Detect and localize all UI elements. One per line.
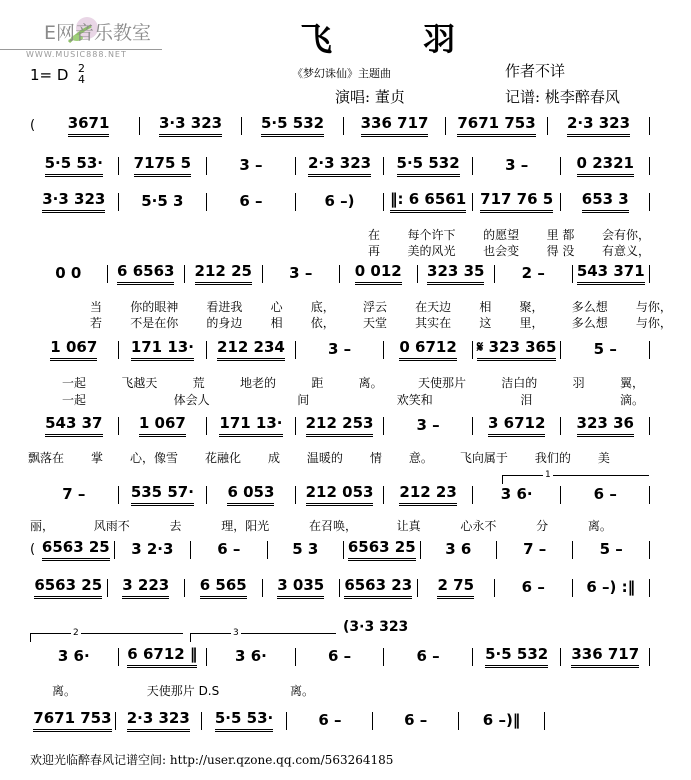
measure-notes: 0 012 xyxy=(355,262,402,285)
bar-line xyxy=(649,341,650,359)
measure-notes: 3 – xyxy=(505,155,529,174)
lyric-segment: 一起 xyxy=(62,393,87,407)
measure xyxy=(561,485,649,505)
measure-notes: 6 – xyxy=(593,484,617,503)
measure-notes: 3·3 323 xyxy=(159,114,222,137)
measure-notes: 3 – xyxy=(239,155,263,174)
measure xyxy=(548,114,649,137)
measure-notes: 3 6 xyxy=(445,539,472,558)
measure-notes: 3 035 xyxy=(277,576,324,599)
measure xyxy=(30,485,118,505)
measure-notes: 6 – xyxy=(416,646,440,665)
notation-row xyxy=(30,483,650,506)
measure-notes: 3 – xyxy=(416,415,440,434)
measure xyxy=(446,114,547,137)
measure-notes: 6 565 xyxy=(200,576,247,599)
bar-line xyxy=(544,712,545,730)
lyric-segment: 飞越天 xyxy=(121,376,158,390)
lyric-line xyxy=(30,517,630,534)
lyric-segment: 里 都 xyxy=(546,228,575,242)
measure xyxy=(185,262,262,285)
volta-2-label: 2 xyxy=(73,628,79,638)
lyric-segment: 的身边 xyxy=(206,316,243,330)
lyric-segment: 意。 xyxy=(408,451,433,465)
measure-notes: 7671 753 xyxy=(33,709,111,732)
lyric-line xyxy=(62,391,662,408)
lyric-line xyxy=(368,242,668,259)
notation-row xyxy=(30,262,650,285)
measure xyxy=(473,485,561,505)
lyric-segment: 离。 xyxy=(289,684,314,698)
measure xyxy=(207,647,295,667)
lyric-segment: 一起 xyxy=(62,376,87,390)
measure-notes: 5·5 3 xyxy=(141,191,184,210)
measure xyxy=(115,540,190,560)
notation-row xyxy=(30,645,650,668)
measure xyxy=(373,711,458,731)
measure xyxy=(473,414,561,437)
measure xyxy=(287,711,372,731)
lyric-segment: 天使那片 xyxy=(417,376,466,390)
time-bottom: 4 xyxy=(78,73,85,86)
lyric-segment: 美 xyxy=(597,451,610,465)
measure xyxy=(384,154,472,177)
measure xyxy=(561,414,649,437)
measure-notes: 3 – xyxy=(327,339,352,358)
measure xyxy=(473,156,561,176)
measure-notes: 3671 xyxy=(68,114,110,137)
measure-notes: 0 6712 xyxy=(399,338,456,361)
logo-text: E网音乐教室 xyxy=(44,22,152,44)
lyric-line xyxy=(52,682,332,699)
measure xyxy=(340,262,417,285)
measure-notes: 336 717 xyxy=(361,114,429,137)
lyric-segment: 在 xyxy=(368,228,381,242)
bar-line xyxy=(649,541,650,559)
measure-notes: 6 6563 xyxy=(117,262,174,285)
measure xyxy=(473,645,561,668)
lyric-segment: 间 xyxy=(297,393,310,407)
measure-notes: 3 6· xyxy=(235,646,267,665)
lyric-segment: 有意义， xyxy=(601,244,650,258)
volta-3-label: 3 xyxy=(233,628,239,638)
measure xyxy=(108,262,185,285)
bar-line xyxy=(649,417,650,435)
measure-notes: 5·5 532 xyxy=(261,114,324,137)
lyric-segment: 底， xyxy=(310,300,335,314)
time-signature xyxy=(78,63,85,85)
measure xyxy=(263,576,340,599)
measure-notes: 𝄋 323 365 xyxy=(477,338,557,361)
measure xyxy=(119,338,207,361)
measure-notes: 5 – xyxy=(593,339,617,358)
measure xyxy=(497,540,572,560)
measure-notes: 7175 5 xyxy=(134,154,191,177)
scribe: 记谱: 桃李醉春风 xyxy=(505,88,620,106)
measure-notes: 6 –) xyxy=(324,191,355,210)
measure xyxy=(30,190,118,213)
bar-line xyxy=(649,157,650,175)
measure xyxy=(207,414,295,437)
lyric-segment: 多么想 xyxy=(571,300,608,314)
measure-notes: 3 223 xyxy=(122,576,169,599)
lyric-segment: 飘落在 xyxy=(28,451,65,465)
lyric-segment: 飞向属于 xyxy=(459,451,508,465)
lyric-segment: 会有你， xyxy=(601,228,650,242)
key-signature: 1= D xyxy=(30,66,69,84)
notation-row xyxy=(30,576,650,599)
measure-notes: 7 – xyxy=(62,484,86,503)
paren-open: ( xyxy=(30,118,36,133)
volta-2 xyxy=(30,628,183,642)
measure-notes: 543 371 xyxy=(577,262,645,285)
measure xyxy=(116,709,201,732)
measure-notes: ‖: 6 6561 xyxy=(390,190,466,213)
measure-notes: 535 57· xyxy=(131,483,194,506)
measure-notes: 2 75 xyxy=(437,576,474,599)
measure xyxy=(119,154,207,177)
lyric-line xyxy=(90,298,690,315)
measure-notes: 5·5 53· xyxy=(45,154,103,177)
lyric-segment: 聚， xyxy=(519,300,544,314)
measure-notes: 6 – xyxy=(404,710,428,729)
measure-notes: 6 –) :‖ xyxy=(586,577,636,596)
measure xyxy=(384,190,472,213)
measure-notes: 0 0 xyxy=(55,263,82,282)
lyric-segment: 若 xyxy=(90,316,103,330)
measure xyxy=(119,192,207,212)
measure-notes: 3 2·3 xyxy=(131,539,174,558)
measure xyxy=(242,114,343,137)
measure xyxy=(30,264,107,284)
lyric-segment: 离。 xyxy=(52,684,77,698)
lyric-segment: 浮云 xyxy=(362,300,387,314)
measure-notes: 7671 753 xyxy=(457,114,535,137)
lyric-segment: 当 xyxy=(90,300,103,314)
measure xyxy=(296,483,384,506)
measure-notes: 212 253 xyxy=(306,414,374,437)
measure-notes: 6 053 xyxy=(227,483,274,506)
measure-notes: 1 067 xyxy=(139,414,186,437)
measure-notes: 212 25 xyxy=(195,262,252,285)
measure xyxy=(207,192,295,212)
bar-line xyxy=(649,265,650,283)
bar-line xyxy=(649,648,650,666)
measure xyxy=(268,540,343,560)
measure-notes: 7 – xyxy=(523,539,547,558)
measure-notes: 323 35 xyxy=(427,262,484,285)
measure-notes: 653 3 xyxy=(582,190,629,213)
measure xyxy=(30,154,118,177)
measure-notes: 6 – xyxy=(521,577,545,596)
measure-notes: 171 13· xyxy=(131,338,194,361)
lyric-segment: 分 xyxy=(536,519,549,533)
measure xyxy=(421,540,496,560)
measure-notes: 6 – xyxy=(318,710,342,729)
measure xyxy=(140,114,241,137)
measure-notes: 6 – xyxy=(327,646,352,665)
measure-notes: 6563 25 xyxy=(34,576,102,599)
lyric-segment: 多么想 xyxy=(571,316,608,330)
measure-notes: 5·5 53· xyxy=(215,709,273,732)
measure xyxy=(573,262,650,285)
measure-notes: 2·3 323 xyxy=(127,709,190,732)
volta-1-label: 1 xyxy=(545,470,551,480)
measure xyxy=(30,576,107,599)
notation-row xyxy=(30,114,650,137)
lyric-segment: 与你， xyxy=(635,316,672,330)
interlude-notation: (3·3 323 xyxy=(343,619,409,635)
lyric-segment: 体会人 xyxy=(173,393,210,407)
lyric-segment: 洁白的 xyxy=(501,376,538,390)
measure xyxy=(207,483,295,506)
lyric-segment: 也会变 xyxy=(483,244,520,258)
lyric-segment: 再 xyxy=(368,244,381,258)
lyric-segment: 依， xyxy=(310,316,335,330)
lyric-segment: 在召唤， xyxy=(308,519,357,533)
lyric-segment: 泪 xyxy=(520,393,533,407)
measure xyxy=(459,711,544,731)
lyric-segment: 丽， xyxy=(30,519,55,533)
lyric-line xyxy=(368,226,668,243)
time-top: 2 xyxy=(78,62,85,75)
measure xyxy=(30,414,118,437)
measure xyxy=(191,540,266,560)
lyric-line xyxy=(28,449,628,466)
measure xyxy=(384,483,472,506)
paren-open: ( xyxy=(30,542,36,557)
notation-row xyxy=(30,338,650,361)
measure-notes: 6563 25 xyxy=(348,538,416,561)
bar-line xyxy=(649,193,650,211)
lyric-segment: 心永不 xyxy=(460,519,497,533)
measure-notes: 6 – xyxy=(239,191,263,210)
lyric-segment: 得 没 xyxy=(546,244,575,258)
measure xyxy=(573,578,650,598)
measure-notes: 5 3 xyxy=(292,539,319,558)
lyric-segment: 天使那片 D.S xyxy=(146,684,220,698)
measure xyxy=(384,647,472,667)
measure xyxy=(30,338,118,361)
measure-notes: 2·3 323 xyxy=(308,154,371,177)
notation-row xyxy=(30,190,650,213)
lyric-segment: 的愿望 xyxy=(483,228,520,242)
measure-notes: 3 – xyxy=(289,263,313,282)
measure-notes: 3 6· xyxy=(500,484,533,503)
measure xyxy=(119,414,207,437)
volta-1 xyxy=(502,470,649,484)
lyric-segment: 相 xyxy=(270,316,283,330)
measure xyxy=(473,338,561,361)
lyric-segment: 心 xyxy=(270,300,283,314)
measure-notes: 212 23 xyxy=(399,483,456,506)
lyric-segment: 距 xyxy=(311,376,324,390)
measure xyxy=(561,645,649,668)
lyric-segment: 掌 xyxy=(90,451,103,465)
lyric-segment: 地老的 xyxy=(239,376,276,390)
lyric-segment: 每个许下 xyxy=(407,228,456,242)
measure-notes: 6 – xyxy=(217,539,241,558)
lyric-line xyxy=(62,374,662,391)
measure-notes: 212 053 xyxy=(306,483,374,506)
lyric-segment: 欢笑和 xyxy=(396,393,433,407)
measure xyxy=(207,338,295,361)
measure-notes: 6563 25 xyxy=(42,538,110,561)
footer-text: 欢迎光临醉春风记谱空间: http://user.qzone.qq.com/563264185 xyxy=(30,753,394,767)
measure-notes: 6 –)‖ xyxy=(482,710,521,729)
measure xyxy=(418,576,495,599)
lyric-line xyxy=(90,314,690,331)
lyric-segment: 心，像雪 xyxy=(129,451,178,465)
measure xyxy=(296,647,384,667)
measure xyxy=(384,338,472,361)
lyric-segment: 这 xyxy=(479,316,492,330)
measure xyxy=(573,540,648,560)
measure-notes: 1 067 xyxy=(50,338,97,361)
measure xyxy=(296,154,384,177)
measure xyxy=(296,340,384,360)
measure-notes: 212 234 xyxy=(217,338,285,361)
measure xyxy=(561,190,649,213)
measure-notes: 0 2321 xyxy=(577,154,634,177)
measure-notes: 5 – xyxy=(599,539,623,558)
singer: 演唱: 董贞 xyxy=(335,88,405,106)
lyric-segment: 理，阳光 xyxy=(221,519,270,533)
author: 作者不详 xyxy=(505,62,566,80)
lyric-segment: 美的风光 xyxy=(407,244,456,258)
measure xyxy=(119,483,207,506)
lyric-segment: 离。 xyxy=(358,376,383,390)
lyric-segment: 与你， xyxy=(635,300,672,314)
measure-notes: 2 – xyxy=(521,263,545,282)
lyric-segment: 你的眼神 xyxy=(130,300,179,314)
measure-notes: 3 6· xyxy=(57,646,90,665)
measure xyxy=(561,340,649,360)
measure xyxy=(263,264,340,284)
measure xyxy=(30,709,115,732)
notation-row xyxy=(30,414,650,437)
lyric-segment: 其实在 xyxy=(415,316,452,330)
lyric-segment: 离。 xyxy=(587,519,612,533)
measure xyxy=(38,538,113,561)
measure xyxy=(418,262,495,285)
lyric-segment: 相 xyxy=(479,300,492,314)
measure-notes: 6563 23 xyxy=(344,576,412,599)
song-title: 飞 羽 xyxy=(300,20,496,58)
measure xyxy=(30,647,118,667)
measure-notes: 3 6712 xyxy=(488,414,545,437)
subtitle: 《梦幻诛仙》主题曲 xyxy=(292,67,391,80)
lyric-segment: 天堂 xyxy=(362,316,387,330)
measure-notes: 5·5 532 xyxy=(485,645,548,668)
lyric-segment: 我们的 xyxy=(534,451,571,465)
notation-row xyxy=(30,538,650,561)
lyric-segment: 风雨不 xyxy=(93,519,130,533)
lyric-segment: 去 xyxy=(169,519,182,533)
measure-notes: 543 37 xyxy=(45,414,102,437)
measure xyxy=(384,416,472,436)
measure xyxy=(561,154,649,177)
bar-line xyxy=(649,117,650,135)
measure xyxy=(296,414,384,437)
lyric-segment: 成 xyxy=(267,451,280,465)
measure-notes: 323 36 xyxy=(577,414,634,437)
lyric-segment: 荒 xyxy=(192,376,205,390)
lyric-segment: 羽 xyxy=(572,376,585,390)
lyric-segment: 滴。 xyxy=(619,393,644,407)
lyric-segment: 让真 xyxy=(396,519,421,533)
measure xyxy=(108,576,185,599)
measure-notes: 5·5 532 xyxy=(397,154,460,177)
measure xyxy=(344,538,419,561)
measure-notes: 336 717 xyxy=(571,645,639,668)
bar-line xyxy=(649,579,650,597)
measure xyxy=(119,645,207,668)
lyric-segment: 不是在你 xyxy=(130,316,179,330)
measure xyxy=(473,190,561,213)
measure xyxy=(495,264,572,284)
measure-notes: 6 6712 ‖ xyxy=(127,645,197,668)
lyric-segment: 里， xyxy=(519,316,544,330)
measure xyxy=(344,114,445,137)
lyric-segment: 花融化 xyxy=(204,451,241,465)
measure xyxy=(185,576,262,599)
measure xyxy=(340,576,417,599)
lyric-segment: 情 xyxy=(369,451,382,465)
measure xyxy=(202,709,287,732)
volta-3 xyxy=(190,628,336,642)
measure-notes: 3·3 323 xyxy=(42,190,105,213)
measure xyxy=(495,578,572,598)
notation-row xyxy=(30,154,650,177)
lyric-segment: 在天边 xyxy=(415,300,452,314)
logo-url: WWW.MUSIC888.NET xyxy=(26,50,127,59)
bar-line xyxy=(649,486,650,504)
lyric-segment: 看进我 xyxy=(206,300,243,314)
measure-notes: 2·3 323 xyxy=(567,114,630,137)
measure-notes: 171 13· xyxy=(219,414,282,437)
measure xyxy=(207,156,295,176)
measure-notes: 717 76 5 xyxy=(480,190,553,213)
measure xyxy=(296,192,384,212)
measure xyxy=(38,114,139,137)
lyric-segment: 温暖的 xyxy=(306,451,343,465)
notation-row xyxy=(30,709,545,732)
lyric-segment: 翼， xyxy=(619,376,644,390)
